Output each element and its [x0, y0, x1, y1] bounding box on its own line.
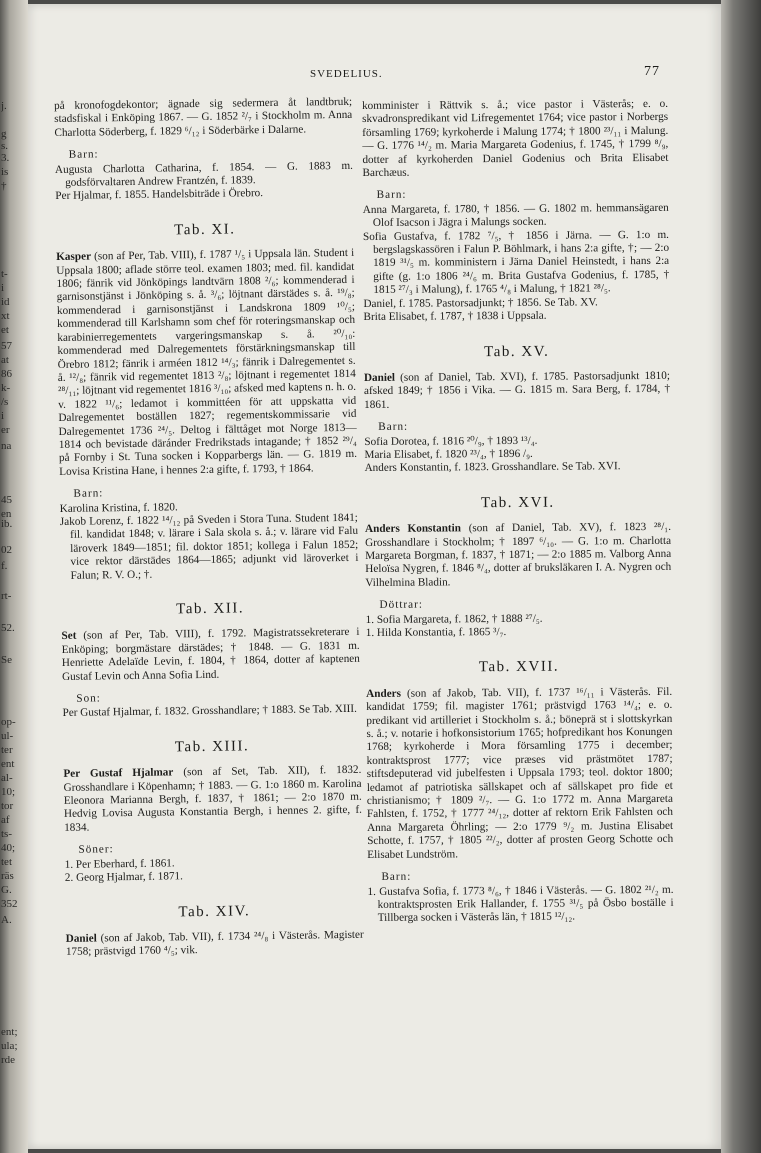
child-entry: Sofia Dorotea, f. 1816 ²⁰/₉, † 1893 ¹³/₄. [364, 434, 538, 448]
child-entry: Augusta Charlotta Catharina, f. 1854. — G. 1883 m. godsförvaltaren Andrew Frantzén, f. 1839. [54, 159, 354, 189]
margin-fragment: at [1, 354, 9, 366]
margin-fragment: j. [1, 100, 7, 112]
adjacent-page-strip [0, 0, 28, 1153]
person-entry-anders [366, 686, 673, 862]
margin-fragment: Se [1, 654, 12, 666]
tab-heading-xii: Tab. XII. [176, 600, 245, 618]
person-entry-daniel-jr [364, 370, 670, 412]
page-number: 77 [644, 64, 660, 79]
person-name: Kasper [56, 250, 92, 264]
margin-fragment: g [1, 128, 7, 140]
person-biography: (son af Jakob, Tab. VII), f. 1734 ²⁴/₈ i Västerås. Magister 1758; prästvigd 1760 ⁴/₅; vik. [65, 928, 364, 959]
tab-heading-xiv: Tab. XIV. [178, 902, 251, 920]
tab-heading-xvi: Tab. XVI. [480, 494, 555, 511]
children-label: Döttrar: [379, 598, 423, 612]
children-label: Barn: [68, 148, 99, 162]
children-label: Son: [76, 692, 101, 705]
margin-fragment: 40; [1, 842, 16, 854]
margin-fragment: 86 [1, 368, 12, 380]
child-entry: Jakob Lorenz, f. 1822 ¹⁴/₁₂ på Sveden i Stora Tuna. Student 1841; fil. kandidat 1848; v. lärare i Sala skola s. å.; v. lärare vid Falu läroverk 1849—1851; fil. doktor 1851; kollega i Falun 1852; vice rektor därstädes 1864—1865; adjunkt vid läroverket i Falun; R. V. O.; †. [59, 511, 359, 582]
child-entry: Brita Elisabet, f. 1787, † 1838 i Uppsala. [363, 309, 547, 324]
person-biography: (son af Daniel, Tab. XVI), f. 1785. Pastorsadjunkt 1810; afsked 1849; † 1856 i Vika. — G. 1815 m. Sara Berg, f. 1784, † 1861. [363, 369, 671, 411]
margin-fragment: rt- [1, 590, 12, 602]
child-entry: Per Gustaf Hjalmar, f. 1832. Grosshandlare; † 1883. Se Tab. XIII. [62, 703, 357, 720]
person-entry-daniel [66, 929, 364, 960]
margin-fragment: tet [1, 856, 12, 868]
children-label: Söner: [78, 843, 114, 857]
child-entry: Sofia Gustafva, f. 1782 ⁷/₅, † 1856 i Järna. — G. 1:o m. bergslagskassören i Falun P. Böhlmark, i hans 2:a gifte, †; — 2:o 1819 ³¹/₅ m. komministern i Järna Daniel Heinstedt, i hans 2:a gifte (g. 1:o 1806 ²⁴/₆ m. Brita Gustafva Godenius, f. 1785, † 1815 ²⁷/₃ i Malung), f. 1765 ⁴/₈ i Malung, † 1821 ²⁸/₅. [362, 228, 670, 297]
child-entry: 1. Per Eberhard, f. 1861. [64, 857, 175, 871]
tab-heading-xvii: Tab. XVII. [478, 659, 560, 676]
entry-continuation: på kronofogdekontor; ägnade sig sedermera åt landtbruk; stadsfiskal i Enköping 1867. — G. 1852 ²/₇ i Stockholm m. Anna Charlotta Söderberg, f. 1829 ⁶/₁₂ i Söderbärke i Dalarne. [54, 95, 353, 139]
person-name: Anders [366, 687, 401, 700]
margin-fragment: ent; [1, 1026, 18, 1038]
margin-fragment: /s [1, 396, 9, 408]
person-entry-set [61, 626, 360, 684]
margin-fragment: tor [1, 800, 14, 812]
margin-fragment: 52. [1, 622, 15, 634]
page-edge-shadow [721, 0, 761, 1153]
child-entry: 1. Hilda Konstantia, f. 1865 ³/₇. [365, 626, 507, 639]
margin-fragment: er [1, 424, 10, 436]
margin-fragment: ter [1, 744, 13, 756]
running-title: SVEDELIUS. [310, 68, 383, 80]
page-header [28, 62, 721, 80]
margin-fragment: ib. [1, 518, 13, 530]
margin-fragment: op- [1, 716, 16, 728]
child-entry: Anna Margareta, f. 1780, † 1856. — G. 1802 m. hemmansägaren Olof Isacson i Jägra i Malungs socken. [362, 201, 669, 230]
person-name: Daniel [363, 371, 396, 384]
margin-fragment: k- [1, 382, 11, 394]
person-entry-per-gustaf-hjalmar [63, 764, 362, 835]
person-name: Per Gustaf Hjalmar [63, 766, 174, 781]
person-name: Daniel [65, 932, 97, 945]
margin-fragment: t- [1, 268, 8, 280]
left-column [54, 96, 364, 960]
margin-fragment: en [1, 508, 12, 520]
book-page [28, 4, 721, 1149]
margin-fragment: id [1, 296, 10, 308]
margin-fragment: ts- [1, 828, 12, 840]
child-entry: 1. Sofia Margareta, f. 1862, † 1888 ²⁷/₅. [365, 612, 543, 626]
margin-fragment: xt [1, 310, 10, 322]
margin-fragment: G. [1, 884, 12, 896]
entry-continuation: komminister i Rättvik s. å.; vice pastor i Västerås; e. o. skvadronspredikant vid Lifregementet 1764; vice pastor i Norbergs församling 1769; kyrkoherde i Malung 1774; † 1800 ²³/₁₁ i Malung. — G. 1776 ¹⁴/₂ m. Maria Margareta Godenius, f. 1745, † 1799 ⁸/₉, dotter af kyrkoherden Daniel Godenius och Brita Elisabet Barchæus. [362, 97, 669, 180]
margin-fragment: et [1, 324, 9, 336]
margin-fragment: na [1, 440, 12, 452]
margin-fragment: 3. [1, 152, 10, 164]
margin-fragment: 352 [1, 898, 18, 910]
margin-fragment: rde [1, 1054, 16, 1066]
children-label: Barn: [378, 420, 409, 434]
margin-fragment: ul- [1, 730, 14, 742]
child-entry: Per Hjalmar, f. 1855. Handelsbiträde i Örebro. [55, 187, 264, 203]
margin-fragment: 10; [1, 786, 16, 798]
tab-heading-xiii: Tab. XIII. [174, 738, 250, 756]
person-biography: (son af Per, Tab. VIII), f. 1787 ¹/₅ i Uppsala län. Student i Uppsala 1800; aflade större teol. examen 1803; med. fil. kandidat 1806; fänrik vid Jönköpings landtvärn 1808 ²/₆; kommenderad i garnisonstjänst i Jönköping s. å. ³/₆; löjtnant därstädes s. å. ¹⁹/₈; kommenderad i garnisonstjänst i Landskrona 1809 ¹⁰/₅; kommenderad till Karlshamn som chef för roteringsmanskap och karabinierregementets vargeringsmanskap s. å. ²⁰/₁₀: kommenderad med Dalregementets förstärkningsmanskap till Örebro 1812; fänrik i arméen 1812 ¹⁴/₃; fänrik i Dalregementet s. å. ¹²/₈; fänrik vid regementet 1813 ²/₈; löjtnant i regementet 1814 ²⁸/₁₁; löjtnant vid regementet 1816 ³/₁₀; afsked med kaptens n. h. o. v. 1822 ¹¹/₆; ledamot i kommittéen för att uppskatta vid Dalregementet boställen 1827; regementskommissarie vid Dalregementet 1736 ²⁴/₅. Deltog i fälttåget mot Norge 1813—1814 och bevistade däránder Fredrikstads intagande; † 1852 ²⁹/₄ på Fornby i St. Tuna socken i Kopparbergs län. — G. 1819 m. Lovisa Kristina Hane, i hennes 2:a gifte, f. 1793, † 1864. [56, 247, 358, 478]
person-entry-anders-konstantin [365, 521, 671, 590]
person-biography: (son af Jakob, Tab. VII), f. 1737 ¹⁶/₁₁ i Västerås. Fil. kandidat 1759; fil. magister 1761; prästvigd 1763 ¹⁴/₄; e. o. predikant vid artilleriet i Stockholm s. å.; böneprä st i slottskyrkan s. å.; v. notarie i hofkonsistorium 1765; hofpredikant hos Konungen 1768; kyrkoherde i Mora församling 1775 i december; kontraktsprost 1777; vice præses vid prästmötet 1787; stiftsdeputerad vid jubelfesten i Uppsala 1793; teol. doktor 1800; ledamot af patriotiska sällskapet och af sällskapet pro fide et christianismo; † 1809 ²/₇. — G. 1:o 1772 m. Anna Margareta Fahlsten, f. 1752, † 1777 ²⁴/₁₂, dotter af rektorn Erik Fahlsten och Anna Margareta Öhrling; — 2:o 1779 ⁹/₂ m. Justina Elisabet Schotte, f. 1757, † 1805 ²²/₂, dotter af prosten Georg Schotte och Elisabet Lundström. [366, 685, 674, 861]
children-label: Barn: [73, 487, 104, 500]
child-entry: 1. Gustafva Sofia, f. 1773 ⁸/₆, † 1846 i Västerås. — G. 1802 ²¹/₂ m. kontraktsprosten Erik Hallander, f. 1755 ³¹/₅ på Ösbo boställe i Tillberga socken i Västerås län, † 1815 ¹²/₁₂. [367, 883, 674, 925]
tab-heading-xi: Tab. XI. [174, 221, 236, 239]
child-entry: Daniel, f. 1785. Pastorsadjunkt; † 1856. Se Tab. XV. [363, 296, 598, 310]
person-biography: (son af Per, Tab. VIII), f. 1792. Magistratssekreterare i Enköping; borgmästare därstädes; † 1848. — G. 1831 m. Henriette Adelaïde Levin, f. 1804, † 1864, dotter af kaptenen Gustaf Levin och Anna Sofia Lind. [61, 626, 360, 683]
person-biography: (son af Daniel, Tab. XV), f. 1823 ²⁸/₁. Grosshandlare i Stockholm; † 1897 ⁶/₁₀. — G. 1:o m. Charlotta Margareta Borgman, f. 1837, † 1871; — 2:o 1885 m. Valborg Anna Heloïsa Nygren, f. 1846 ⁸/₄, dotter af bruksläkaren I. A. Nygren och Vilhelmina Bladin. [365, 521, 672, 589]
margin-fragment: al- [1, 772, 13, 784]
person-biography: (son af Set, Tab. XII), f. 1832. Grosshandlare i Köpenhamn; † 1883. — G. 1:o 1860 m. Karolina Eleonora Marianna Bergh, f. 1837, † 1861; — 2:o 1870 m. Hedvig Lovisa Augusta Konstantia Bergh, i hennes 2. gifte, f. 1834. [63, 764, 363, 834]
margin-fragment: f. [1, 560, 8, 572]
margin-fragment: af [1, 814, 10, 826]
child-entry: Karolina Kristina, f. 1820. [59, 500, 178, 515]
children-label: Barn: [376, 189, 407, 202]
person-name: Set [61, 630, 77, 643]
margin-fragment: räs [1, 870, 14, 882]
tab-heading-xv: Tab. XV. [484, 343, 550, 360]
margin-fragment: ula; [1, 1040, 18, 1052]
margin-fragment: † [1, 180, 7, 192]
margin-fragment: i [1, 410, 5, 422]
margin-fragment: 02 [1, 544, 12, 556]
margin-fragment: is [1, 166, 9, 178]
child-entry: Anders Konstantin, f. 1823. Grosshandlare. Se Tab. XVI. [364, 460, 621, 475]
child-entry: 2. Georg Hjalmar, f. 1871. [64, 870, 183, 885]
person-entry-kasper [56, 247, 357, 479]
margin-fragment: A. [1, 914, 12, 926]
right-column [362, 98, 674, 926]
margin-fragment: ent [1, 758, 15, 770]
margin-fragment: 45 [1, 494, 12, 506]
person-name: Anders Konstantin [364, 522, 462, 536]
children-label: Barn: [381, 870, 412, 883]
child-entry: Maria Elisabet, f. 1820 ²³/₄, † 1896 /₉. [364, 447, 533, 461]
margin-fragment: i [1, 282, 5, 294]
margin-fragment: s. [1, 140, 9, 152]
margin-fragment: 57 [1, 340, 12, 352]
